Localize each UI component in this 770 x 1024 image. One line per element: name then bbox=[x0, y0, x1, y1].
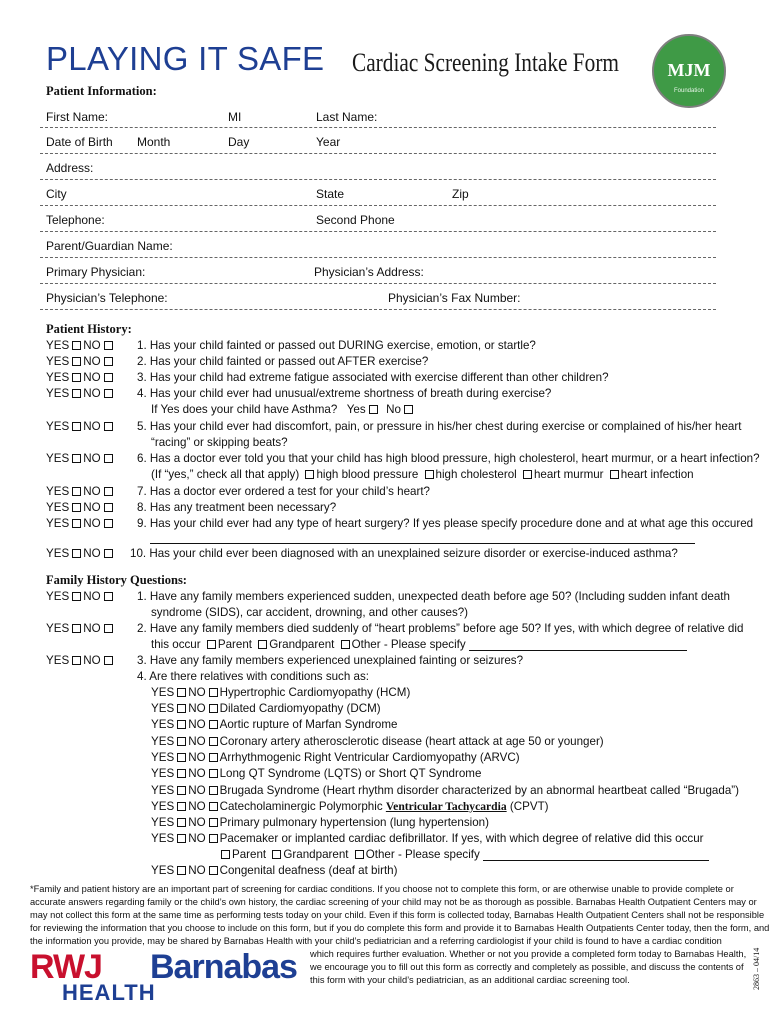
yes-checkbox[interactable] bbox=[177, 866, 186, 875]
condition-label: Hypertrophic Cardiomyopathy (HCM) bbox=[219, 686, 411, 699]
no-label: NO bbox=[188, 686, 206, 699]
no-label: NO bbox=[83, 420, 101, 433]
condition-label: Pacemaker or implanted cardiac defibrillator. If yes, with which degree of relative did this occur bbox=[219, 832, 704, 845]
fh-question-1b: syndrome (SIDS), car accident, drowning, and other causes?) bbox=[151, 606, 469, 619]
pm-other-checkbox[interactable] bbox=[355, 850, 364, 859]
yes-label: YES bbox=[46, 371, 70, 384]
yes-label: YES bbox=[151, 816, 175, 829]
condition-row-1 bbox=[151, 686, 410, 699]
no-checkbox[interactable] bbox=[209, 688, 218, 697]
zip-label: Zip bbox=[452, 187, 469, 201]
footnote-line-7: we encourage you to fill out this form as correctly and completely as possible, and discuss the contents of bbox=[310, 962, 744, 972]
condition-row-2 bbox=[151, 702, 381, 715]
telephone-line[interactable] bbox=[40, 231, 716, 232]
ph-question-8: 8. Has any treatment been necessary? bbox=[137, 501, 337, 514]
no-checkbox[interactable] bbox=[104, 549, 113, 558]
murmur-checkbox[interactable] bbox=[523, 470, 532, 479]
yes-checkbox[interactable] bbox=[72, 592, 81, 601]
address-label: Address: bbox=[46, 161, 94, 175]
footnote-line-1: *Family and patient history are an important part of screening for cardiac conditions. If you choose not to complete this form, or are otherwise unable to provide complete or bbox=[30, 884, 734, 894]
yes-checkbox[interactable] bbox=[72, 389, 81, 398]
no-label: NO bbox=[188, 816, 206, 829]
q2-occur-label: this occur bbox=[151, 638, 201, 651]
ph-question-4-asthma bbox=[151, 403, 415, 416]
footnote-line-2: accurate answers regarding family or the child’s own history, the cardiac screening of your child may not be as thorough as possible. Barnabas Health Outpatient Centers may or bbox=[30, 897, 757, 907]
no-checkbox[interactable] bbox=[104, 487, 113, 496]
yes-checkbox[interactable] bbox=[177, 802, 186, 811]
no-label: NO bbox=[83, 371, 101, 384]
yes-checkbox[interactable] bbox=[72, 519, 81, 528]
city-line[interactable] bbox=[40, 205, 716, 206]
q2-other-label: Other - Please specify bbox=[351, 638, 466, 651]
condition-row-3 bbox=[151, 718, 397, 731]
yes-checkbox[interactable] bbox=[72, 357, 81, 366]
ph-yesno-4 bbox=[46, 387, 115, 400]
footnote-line-5: the information you provide, may be shared by Barnabas Health with your child’s pediatrician and a referring cardiologist if your child is found to have a cardiac condition bbox=[30, 936, 722, 946]
yes-checkbox[interactable] bbox=[72, 549, 81, 558]
yes-label: YES bbox=[151, 751, 175, 764]
no-checkbox[interactable] bbox=[104, 373, 113, 382]
ph-question-2: 2. Has your child fainted or passed out AFTER exercise? bbox=[137, 355, 429, 368]
fh-yesno-3 bbox=[46, 654, 115, 667]
physician-phone-label: Physician’s Telephone: bbox=[46, 291, 168, 305]
yes-checkbox[interactable] bbox=[177, 753, 186, 762]
yes-label: YES bbox=[151, 800, 175, 813]
asthma-yes-checkbox[interactable] bbox=[369, 405, 378, 414]
family-history-heading: Family History Questions: bbox=[46, 573, 187, 587]
no-checkbox[interactable] bbox=[104, 454, 113, 463]
yes-checkbox[interactable] bbox=[72, 487, 81, 496]
no-checkbox[interactable] bbox=[104, 422, 113, 431]
yes-label: YES bbox=[46, 452, 70, 465]
health-logo-text: HEALTH bbox=[62, 980, 156, 1005]
yes-checkbox[interactable] bbox=[177, 818, 186, 827]
no-label: NO bbox=[83, 517, 101, 530]
pm-parent-label: Parent bbox=[232, 848, 267, 861]
condition-label: Arrhythmogenic Right Ventricular Cardiomyopathy (ARVC) bbox=[219, 751, 520, 764]
pm-other-line[interactable] bbox=[483, 860, 709, 861]
yes-label: YES bbox=[151, 767, 175, 780]
no-checkbox[interactable] bbox=[104, 389, 113, 398]
fh-question-2b bbox=[151, 638, 687, 651]
fh-yesno-1 bbox=[46, 590, 115, 603]
yes-label: YES bbox=[46, 387, 70, 400]
yes-checkbox[interactable] bbox=[177, 834, 186, 843]
condition-label: Dilated Cardiomyopathy (DCM) bbox=[219, 702, 381, 715]
dob-label: Date of Birth bbox=[46, 135, 113, 149]
condition-row-4 bbox=[151, 735, 604, 748]
no-label: NO bbox=[83, 590, 101, 603]
no-checkbox[interactable] bbox=[209, 753, 218, 762]
patient-info-heading: Patient Information: bbox=[46, 84, 157, 98]
state-label: State bbox=[316, 187, 345, 201]
yes-label: YES bbox=[46, 501, 70, 514]
no-checkbox[interactable] bbox=[209, 866, 218, 875]
yes-label: YES bbox=[46, 547, 70, 560]
form-title: PLAYING IT SAFE bbox=[46, 40, 325, 77]
no-checkbox[interactable] bbox=[209, 786, 218, 795]
guardian-label: Parent/Guardian Name: bbox=[46, 239, 173, 253]
yes-checkbox[interactable] bbox=[72, 503, 81, 512]
yes-label: YES bbox=[151, 718, 175, 731]
vt-link[interactable]: Ventricular Tachycardia bbox=[385, 800, 507, 813]
physician-address-label: Physician’s Address: bbox=[314, 265, 424, 279]
yes-label: YES bbox=[151, 864, 175, 877]
condition-row-8 bbox=[151, 800, 549, 813]
no-checkbox[interactable] bbox=[209, 834, 218, 843]
footnote-line-4: for reviewing the information that you choose to include on this form, but if you do complete this form and provide it to Barnabas Health Outpatients Center today, then the form, and bbox=[30, 923, 770, 933]
ph-question-6b bbox=[151, 468, 694, 481]
no-label: NO bbox=[83, 355, 101, 368]
yes-label: YES bbox=[46, 590, 70, 603]
condition-label: Primary pulmonary hypertension (lung hypertension) bbox=[219, 816, 489, 829]
yes-checkbox[interactable] bbox=[72, 656, 81, 665]
no-checkbox[interactable] bbox=[104, 519, 113, 528]
no-label: NO bbox=[188, 751, 206, 764]
no-label: NO bbox=[188, 864, 206, 877]
barnabas-logo-text: Barnabas bbox=[150, 948, 297, 986]
yes-label: YES bbox=[151, 702, 175, 715]
yes-label: YES bbox=[46, 485, 70, 498]
no-label: NO bbox=[188, 735, 206, 748]
ph-question-1: 1. Has your child fainted or passed out DURING exercise, emotion, or startle? bbox=[137, 339, 536, 352]
pm-other-label: Other - Please specify bbox=[365, 848, 480, 861]
ph-yesno-3 bbox=[46, 371, 115, 384]
ph-yesno-8 bbox=[46, 501, 115, 514]
physician-fax-label: Physician’s Fax Number: bbox=[388, 291, 521, 305]
yes-label: YES bbox=[46, 517, 70, 530]
condition-label: Aortic rupture of Marfan Syndrome bbox=[219, 718, 398, 731]
guardian-line[interactable] bbox=[40, 257, 716, 258]
ph-yesno-5 bbox=[46, 420, 115, 433]
yes-checkbox[interactable] bbox=[72, 624, 81, 633]
fh-yesno-2 bbox=[46, 622, 115, 635]
mi-label: MI bbox=[228, 110, 242, 124]
ph-yesno-7 bbox=[46, 485, 115, 498]
physician-phone-line[interactable] bbox=[40, 309, 716, 310]
yes-label: YES bbox=[46, 654, 70, 667]
yes-checkbox[interactable] bbox=[177, 769, 186, 778]
name-line[interactable] bbox=[40, 127, 716, 128]
ph-yesno-10 bbox=[46, 547, 115, 560]
no-checkbox[interactable] bbox=[104, 592, 113, 601]
yes-checkbox[interactable] bbox=[72, 422, 81, 431]
footnote-line-8: this form with your child’s pediatrician, as an additional cardiac screening tool. bbox=[310, 975, 630, 985]
pacemaker-relative-row bbox=[218, 848, 709, 861]
yes-checkbox[interactable] bbox=[72, 454, 81, 463]
asthma-yes-label: Yes bbox=[346, 403, 366, 416]
q2-grandparent-checkbox[interactable] bbox=[258, 640, 267, 649]
no-label: NO bbox=[83, 654, 101, 667]
rwj-logo-text: RWJ bbox=[30, 948, 102, 986]
address-line[interactable] bbox=[40, 179, 716, 180]
ph-question-6a: 6. Has a doctor ever told you that your child has high blood pressure, high cholesterol, heart murmur, or a heart infection? bbox=[137, 452, 760, 465]
ph-question-9: 9. Has your child ever had any type of heart surgery? If yes please specify procedure done and at what age this occured bbox=[137, 517, 754, 530]
condition-label: Brugada Syndrome (Heart rhythm disorder characterized by an abnormal heartbeat called “Brugada”) bbox=[219, 784, 739, 797]
ph-question-5b: “racing” or skipping beats? bbox=[151, 436, 288, 449]
no-label: NO bbox=[188, 767, 206, 780]
pm-grandparent-label: Grandparent bbox=[283, 848, 349, 861]
vt-suffix: (CPVT) bbox=[509, 800, 549, 813]
yes-label: YES bbox=[151, 735, 175, 748]
condition-row-5 bbox=[151, 751, 520, 764]
pm-parent-checkbox[interactable] bbox=[221, 850, 230, 859]
primary-physician-label: Primary Physician: bbox=[46, 265, 146, 279]
no-label: NO bbox=[188, 718, 206, 731]
no-label: NO bbox=[83, 339, 101, 352]
condition-label: Long QT Syndrome (LQTS) or Short QT Syndrome bbox=[219, 767, 482, 780]
ph-yesno-9 bbox=[46, 517, 115, 530]
fh-question-3: 3. Have any family members experienced unexplained fainting or seizures? bbox=[137, 654, 524, 667]
no-checkbox[interactable] bbox=[209, 737, 218, 746]
condition-row-6 bbox=[151, 767, 481, 780]
yes-label: YES bbox=[46, 420, 70, 433]
no-label: NO bbox=[83, 547, 101, 560]
yes-checkbox[interactable] bbox=[177, 704, 186, 713]
infection-label: heart infection bbox=[620, 468, 694, 481]
yes-label: YES bbox=[151, 784, 175, 797]
yes-label: YES bbox=[46, 355, 70, 368]
yes-checkbox[interactable] bbox=[72, 341, 81, 350]
asthma-no-checkbox[interactable] bbox=[404, 405, 413, 414]
logo-subtext: Foundation bbox=[673, 88, 705, 94]
condition-row-9 bbox=[151, 816, 489, 829]
no-checkbox[interactable] bbox=[209, 818, 218, 827]
ph-question-5a: 5. Has your child ever had discomfort, pain, or pressure in his/her chest during exercise or complained of his/her heart bbox=[137, 420, 742, 433]
condition-label: Congenital deafness (deaf at birth) bbox=[219, 864, 398, 877]
form-code: 2863 – 04/14 bbox=[752, 947, 761, 990]
no-label: NO bbox=[188, 832, 206, 845]
no-checkbox[interactable] bbox=[209, 802, 218, 811]
q2-grandparent-label: Grandparent bbox=[269, 638, 335, 651]
yes-checkbox[interactable] bbox=[177, 688, 186, 697]
murmur-label: heart murmur bbox=[533, 468, 604, 481]
year-label: Year bbox=[316, 135, 341, 149]
day-label: Day bbox=[228, 135, 250, 149]
hbp-label: high blood pressure bbox=[316, 468, 419, 481]
ph-question-4: 4. Has your child ever had unusual/extreme shortness of breath during exercise? bbox=[137, 387, 552, 400]
no-label: NO bbox=[83, 501, 101, 514]
pm-grandparent-checkbox[interactable] bbox=[272, 850, 281, 859]
yes-checkbox[interactable] bbox=[177, 720, 186, 729]
telephone-label: Telephone: bbox=[46, 213, 105, 227]
form-subtitle: Cardiac Screening Intake Form bbox=[352, 48, 619, 77]
no-label: NO bbox=[188, 784, 206, 797]
logo-letters: MJM bbox=[667, 60, 711, 80]
ph-question-3: 3. Has your child had extreme fatigue associated with exercise different than other children? bbox=[137, 371, 609, 384]
q2-parent-label: Parent bbox=[217, 638, 253, 651]
yes-label: YES bbox=[46, 622, 70, 635]
infection-checkbox[interactable] bbox=[610, 470, 619, 479]
q6-check-all: (If “yes,” check all that apply) bbox=[151, 468, 300, 481]
yes-label: YES bbox=[151, 686, 175, 699]
no-checkbox[interactable] bbox=[104, 357, 113, 366]
no-checkbox[interactable] bbox=[104, 624, 113, 633]
second-phone-label: Second Phone bbox=[316, 213, 395, 227]
ph-yesno-6 bbox=[46, 452, 115, 465]
yes-checkbox[interactable] bbox=[177, 737, 186, 746]
cholesterol-label: high cholesterol bbox=[435, 468, 517, 481]
condition-label: Catecholaminergic Polymorphic bbox=[219, 800, 383, 813]
no-label: NO bbox=[83, 622, 101, 635]
last-name-label: Last Name: bbox=[316, 110, 378, 124]
condition-label: Coronary artery atherosclerotic disease (heart attack at age 50 or younger) bbox=[219, 735, 604, 748]
no-checkbox[interactable] bbox=[104, 341, 113, 350]
city-label: City bbox=[46, 187, 67, 201]
yes-checkbox[interactable] bbox=[72, 373, 81, 382]
yes-checkbox[interactable] bbox=[177, 786, 186, 795]
condition-row-7 bbox=[151, 784, 739, 797]
no-label: NO bbox=[188, 702, 206, 715]
month-label: Month bbox=[137, 135, 171, 149]
q2-parent-checkbox[interactable] bbox=[207, 640, 216, 649]
ph-question-10: 10. Has your child ever been diagnosed with an unexplained seizure disorder or exercise-induced asthma? bbox=[130, 547, 678, 560]
dob-line[interactable] bbox=[40, 153, 716, 154]
no-checkbox[interactable] bbox=[104, 656, 113, 665]
fh-question-4: 4. Are there relatives with conditions such as: bbox=[137, 670, 369, 683]
hbp-checkbox[interactable] bbox=[305, 470, 314, 479]
yes-label: YES bbox=[151, 832, 175, 845]
asthma-no-label: No bbox=[386, 403, 401, 416]
footnote-line-6: which requires further evaluation. Whether or not you provide a completed form today to Barnabas Health, bbox=[310, 949, 747, 959]
q9-answer-line[interactable] bbox=[150, 543, 695, 544]
fh-question-1a: 1. Have any family members experienced sudden, unexpected death before age 50? (Including sudden infant death bbox=[137, 590, 730, 603]
asthma-label: If Yes does your child have Asthma? bbox=[151, 403, 338, 416]
no-checkbox[interactable] bbox=[209, 704, 218, 713]
no-label: NO bbox=[83, 387, 101, 400]
q2-other-checkbox[interactable] bbox=[341, 640, 350, 649]
first-name-label: First Name: bbox=[46, 110, 109, 124]
no-label: NO bbox=[83, 485, 101, 498]
no-checkbox[interactable] bbox=[104, 503, 113, 512]
ph-question-7: 7. Has a doctor ever ordered a test for your child’s heart? bbox=[137, 485, 431, 498]
mjm-logo bbox=[652, 34, 726, 108]
condition-row-10 bbox=[151, 832, 704, 845]
fh-question-2a: 2. Have any family members died suddenly of “heart problems” before age 50? If yes, with which degree of relative did bbox=[137, 622, 744, 635]
footnote-line-3: may not collect this form at the same time as performing tests today on your child. Even if this form is collected today, Barnabas Health Outpatient Centers shall not be responsible bbox=[30, 910, 765, 920]
q2-other-line[interactable] bbox=[469, 650, 687, 651]
no-checkbox[interactable] bbox=[209, 769, 218, 778]
patient-history-heading: Patient History: bbox=[46, 322, 132, 336]
yes-label: YES bbox=[46, 339, 70, 352]
physician-line[interactable] bbox=[40, 283, 716, 284]
ph-yesno-2 bbox=[46, 355, 115, 368]
cholesterol-checkbox[interactable] bbox=[425, 470, 434, 479]
no-checkbox[interactable] bbox=[209, 720, 218, 729]
condition-row-11 bbox=[151, 864, 397, 877]
no-label: NO bbox=[83, 452, 101, 465]
no-label: NO bbox=[188, 800, 206, 813]
ph-yesno-1 bbox=[46, 339, 115, 352]
